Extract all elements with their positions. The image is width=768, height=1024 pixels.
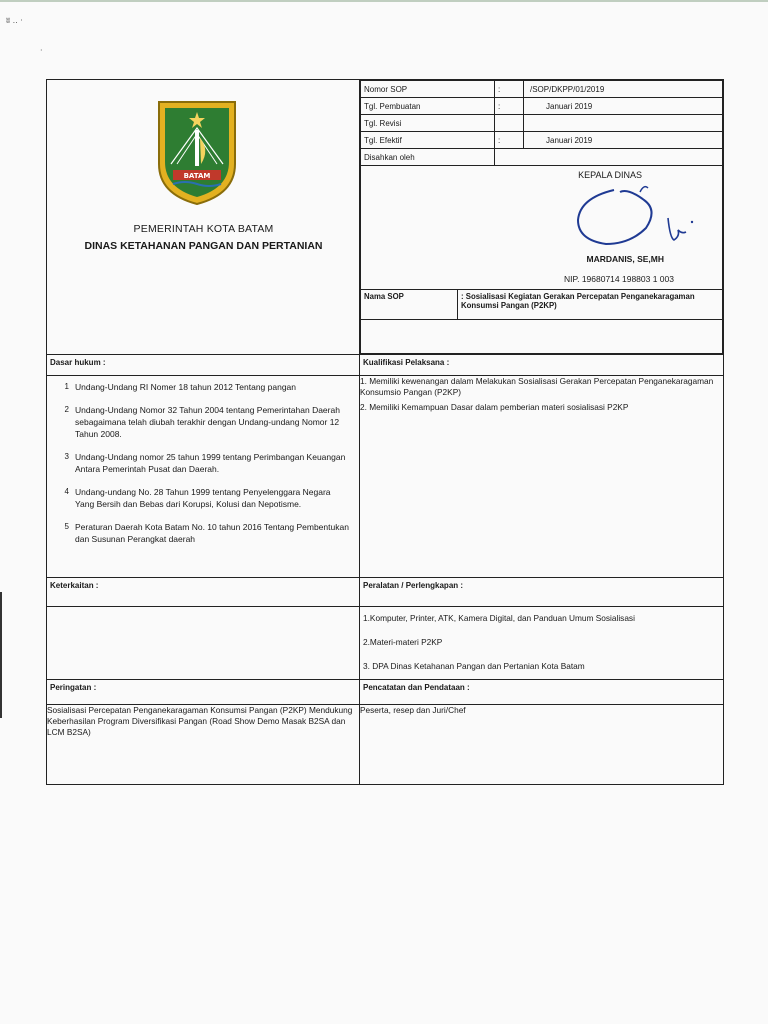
list-item: 3. DPA Dinas Ketahanan Pangan dan Pertanian Kota Batam xyxy=(363,661,585,671)
sop-blank-row xyxy=(361,320,723,354)
scan-speck: ʬ .. · xyxy=(6,16,23,25)
pencatatan-text: Peserta, resep dan Juri/Chef xyxy=(360,705,724,785)
sop-name-table xyxy=(360,289,723,354)
meta-colon: : xyxy=(495,132,524,149)
signatory-name: MARDANIS, SE,MH xyxy=(586,254,664,264)
list-item: 1. Memiliki kewenangan dalam Melakukan Sosialisasi Gerakan Percepatan Penganekaragaman Konsumsio Pangan (P2KP) xyxy=(360,376,714,397)
sop-meta-table xyxy=(360,80,723,166)
keterkaitan-header: Keterkaitan : xyxy=(47,578,360,607)
peringatan-text: Sosialisasi Percepatan Penganekaragaman Konsumsi Pangan (P2KP) Mendukung Keberhasilan Program Diversifikasi Pangan (Road Show Demo Masak B2SA dan LCM B2SA) xyxy=(47,705,360,785)
signature-icon xyxy=(566,178,706,258)
pencatatan-header: Pencatatan dan Pendataan : xyxy=(360,680,724,705)
peringatan-header: Peringatan : xyxy=(47,680,360,705)
kualifikasi-header: Kualifikasi Pelaksana : xyxy=(360,355,724,376)
sop-name-value: : Sosialisasi Kegiatan Gerakan Percepatan Penganekaragaman Konsumsi Pangan (P2KP) xyxy=(458,290,723,320)
keterkaitan-content xyxy=(47,607,360,680)
scan-edge-mark xyxy=(0,592,2,718)
list-item: 4 Undang-undang No. 28 Tahun 1999 tentang Penyelenggara Negara Yang Bersih dan Bebas dari Korupsi, Kolusi dan Nepotisme. xyxy=(64,487,331,509)
batam-emblem-icon xyxy=(155,98,239,208)
peralatan-header: Peralatan / Perlengkapan : xyxy=(360,578,724,607)
meta-colon: : xyxy=(495,81,524,98)
list-item: 2.Materi-materi P2KP xyxy=(363,637,443,647)
scan-speck: · xyxy=(40,46,43,55)
meta-value: /SOP/DKPP/01/2019 xyxy=(524,81,723,98)
meta-label: Tgl. Revisi xyxy=(361,115,495,132)
list-item: 2. Memiliki Kemampuan Dasar dalam pemberian materi sosialisasi P2KP xyxy=(360,402,629,412)
emblem-text: BATAM xyxy=(183,172,211,180)
signatory-title: KEPALA DINAS xyxy=(578,170,642,180)
meta-row xyxy=(361,149,723,166)
meta-row xyxy=(361,81,723,98)
meta-row xyxy=(361,98,723,115)
sop-name-label: Nama SOP xyxy=(361,290,458,320)
signature-block xyxy=(360,166,723,289)
meta-row xyxy=(361,132,723,149)
scan-edge-line xyxy=(0,0,768,2)
meta-value xyxy=(524,115,723,132)
government-name: PEMERINTAH KOTA BATAM xyxy=(133,223,274,235)
sop-document xyxy=(46,79,723,774)
meta-label: Tgl. Efektif xyxy=(361,132,495,149)
meta-colon: : xyxy=(495,98,524,115)
dasar-hukum-list xyxy=(47,376,360,578)
header-logo-cell xyxy=(47,80,360,355)
list-item: 3 Undang-Undang nomor 25 tahun 1999 tentang Perimbangan Keuangan Antara Pemerintah Pusat dan Daerah. xyxy=(64,452,346,474)
header-info-cell xyxy=(360,80,724,355)
meta-colon xyxy=(495,115,524,132)
meta-label: Tgl. Pembuatan xyxy=(361,98,495,115)
kualifikasi-list xyxy=(360,376,724,578)
meta-label: Nomor SOP xyxy=(361,81,495,98)
peralatan-list xyxy=(360,607,724,680)
dasar-hukum-header: Dasar hukum : xyxy=(47,355,360,376)
meta-colon xyxy=(495,149,524,166)
meta-value: Januari 2019 xyxy=(524,98,723,115)
list-item: 1.Komputer, Printer, ATK, Kamera Digital, dan Panduan Umum Sosialisasi xyxy=(363,613,635,623)
meta-value: Januari 2019 xyxy=(524,132,723,149)
signatory-nip: NIP. 19680714 198803 1 003 xyxy=(564,274,674,284)
list-item: 2 Undang-Undang Nomor 32 Tahun 2004 tentang Pemerintahan Daerah sebagaimana telah diubah terakhir dengan Undang-undang Nomor 12 Tahun 2008. xyxy=(64,405,340,439)
list-item: 1 Undang-Undang RI Nomer 18 tahun 2012 Tentang pangan xyxy=(64,382,297,392)
meta-value xyxy=(524,149,723,166)
meta-label: Disahkan oleh xyxy=(361,149,495,166)
meta-row xyxy=(361,115,723,132)
agency-name: DINAS KETAHANAN PANGAN DAN PERTANIAN xyxy=(84,240,323,252)
list-item: 5 Peraturan Daerah Kota Batam No. 10 tahun 2016 Tentang Pembentukan dan Susunan Perangkat daerah xyxy=(64,522,349,544)
